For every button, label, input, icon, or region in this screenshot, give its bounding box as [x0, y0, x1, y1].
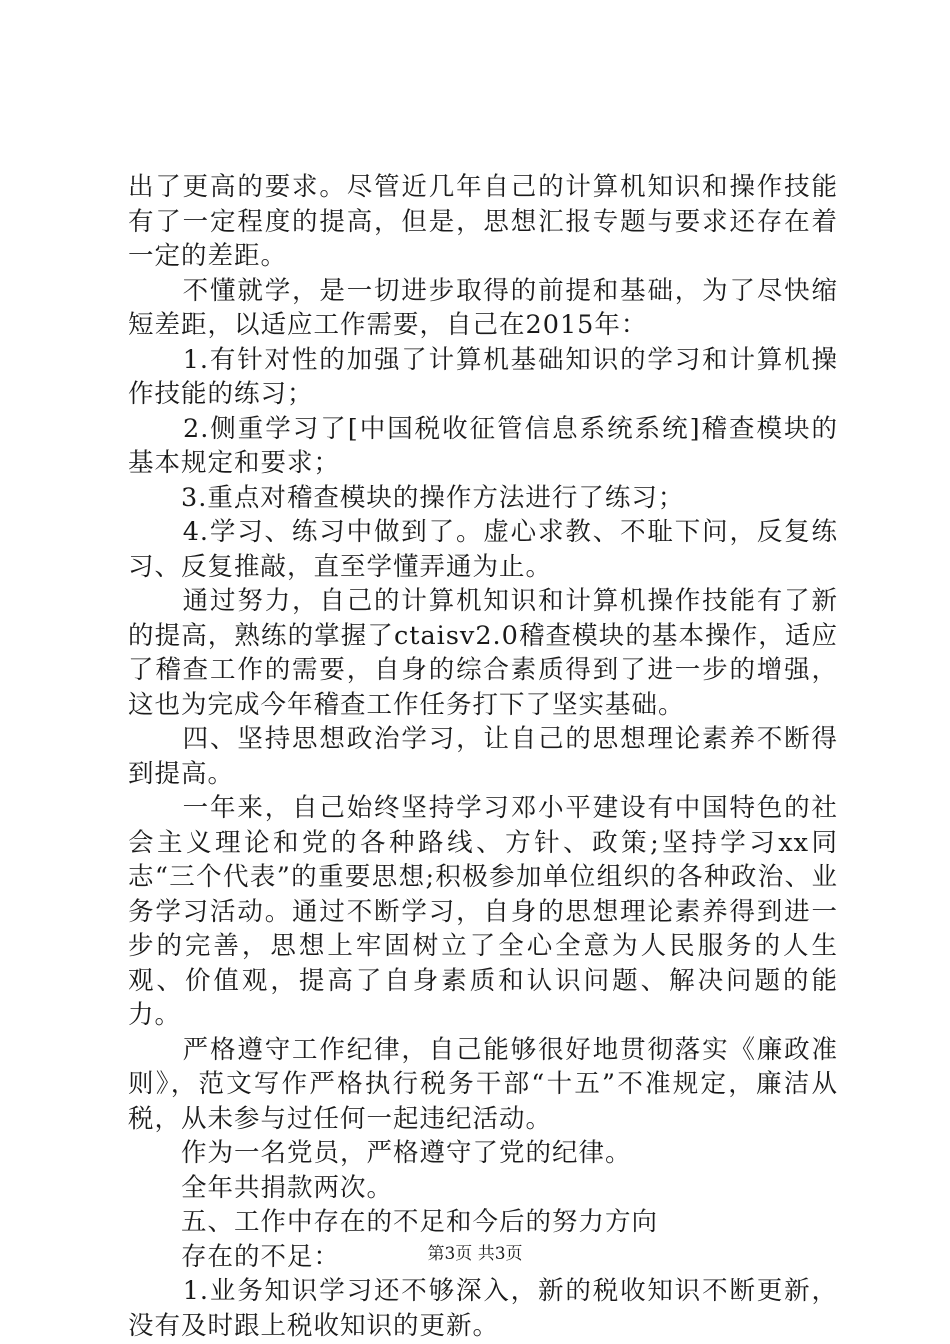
paragraph: 存在的不足： — [128, 1241, 341, 1272]
section-heading: 五、工作中存在的不足和今后的努力方向 — [128, 1207, 659, 1237]
list-item: 1.业务知识学习还不够深入，新的税收知识不断更新，没有及时跟上税收知识的更新。 — [128, 1276, 838, 1341]
section-heading: 四、坚持思想政治学习，让自己的思想理论素养不断得到提高。 — [128, 724, 838, 789]
paragraph: 全年共捐款两次。 — [128, 1172, 394, 1203]
paragraph: 作为一名党员，严格遵守了党的纪律。 — [128, 1138, 632, 1168]
paragraph: 一年来，自己始终坚持学习邓小平建设有中国特色的社会主义理论和党的各种路线、方针、政策;坚持学习xx同志“三个代表”的重要思想;积极参加单位组织的各种政治、业务学习活动。通过不断学习，自身的思想理论素养得到进一步的完善，思想上牢固树立了全心全意为人民服务的人生观、价值观，提高了自身素质和认识问题、解决问题的能力。 — [128, 793, 838, 1030]
paragraph: 通过努力，自己的计算机知识和计算机操作技能有了新的提高，熟练的掌握了ctaisv2.0稽查模块的基本操作，适应了稽查工作的需要，自身的综合素质得到了进一步的增强，这也为完成今年稽查工作任务打下了坚实基础。 — [128, 586, 838, 720]
paragraph: 不懂就学，是一切进步取得的前提和基础，为了尽快缩短差距，以适应工作需要，自己在2015年： — [128, 275, 838, 340]
list-item: 2.侧重学习了[中国税收征管信息系统系统]稽查模块的基本规定和要求； — [128, 413, 838, 478]
paragraph: 严格遵守工作纪律，自己能够很好地贯彻落实《廉政准则》，范文写作严格执行税务干部“十五”不准规定，廉洁从税，从未参与过任何一起违纪活动。 — [128, 1034, 838, 1134]
paragraph: 出了更高的要求。尽管近几年自己的计算机知识和操作技能有了一定程度的提高，但是，思想汇报专题与要求还存在着一定的差距。 — [128, 172, 838, 271]
list-item: 3.重点对稽查模块的操作方法进行了练习； — [128, 482, 685, 513]
list-item: 1.有针对性的加强了计算机基础知识的学习和计算机操作技能的练习； — [128, 344, 838, 409]
list-item: 4.学习、练习中做到了。虚心求教、不耻下问，反复练习、反复推敲，直至学懂弄通为止。 — [128, 517, 838, 582]
page-footer: 第3页 共3页 — [427, 1244, 523, 1264]
document-body — [128, 170, 838, 1343]
